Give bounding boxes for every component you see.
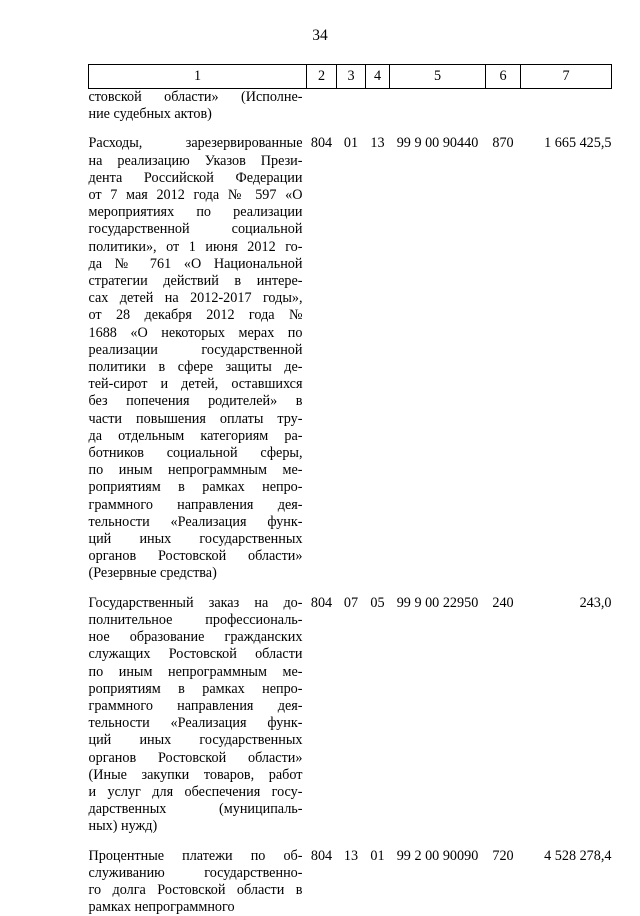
- description-line: по иным непрограммным ме-: [89, 462, 303, 479]
- description-line: полнительное профессиональ-: [89, 612, 303, 629]
- subsection-code-cell: 05: [366, 595, 390, 836]
- description-line: ное образование гражданских: [89, 629, 303, 646]
- column-header: 2: [307, 65, 337, 89]
- description-line: Процентные платежи по об-: [89, 848, 303, 865]
- description-line: Расходы, зарезервированные: [89, 135, 303, 152]
- description-line: граммного направления дея-: [89, 497, 303, 514]
- description-line: на реализацию Указов Прези-: [89, 153, 303, 170]
- description-line: роприятиям в рамках непро-: [89, 681, 303, 698]
- row-spacer-cell: [89, 583, 612, 595]
- description-cell: [89, 595, 307, 836]
- description-line: ций иных государственных: [89, 531, 303, 548]
- description-line: от 28 декабря 2012 года №: [89, 307, 303, 324]
- expense-type-cell: 870: [486, 135, 521, 582]
- description-line: государственной социальной: [89, 221, 303, 238]
- column-header: 1: [89, 65, 307, 89]
- row-spacer: [89, 123, 612, 135]
- column-header: 7: [521, 65, 612, 89]
- target-article-cell: 99 2 00 90090: [390, 848, 486, 916]
- description-line: роприятиям в рамках непро-: [89, 479, 303, 496]
- description-line: да отдельным категориям ра-: [89, 428, 303, 445]
- description-line: политики», от 1 июня 2012 го-: [89, 239, 303, 256]
- description-line: 1688 «О некоторых мерах по: [89, 325, 303, 342]
- description-line: стовской области» (Исполне-: [89, 89, 303, 106]
- subsection-code-cell: [366, 89, 390, 124]
- description-line: органов Ростовской области»: [89, 750, 303, 767]
- expense-type-cell: 240: [486, 595, 521, 836]
- description-line: реализации государственной: [89, 342, 303, 359]
- description-line: да № 761 «О Национальной: [89, 256, 303, 273]
- column-header: 3: [337, 65, 366, 89]
- description-cell: [89, 848, 307, 916]
- ministry-code-cell: 804: [307, 135, 337, 582]
- description-line: части повышения оплаты тру-: [89, 411, 303, 428]
- table-body: [89, 89, 612, 916]
- target-article-cell: [390, 89, 486, 124]
- description-line: Государственный заказ на до-: [89, 595, 303, 612]
- section-code-cell: [337, 89, 366, 124]
- row-spacer-cell: [89, 836, 612, 848]
- description-line: и услуг для обеспечения госу-: [89, 784, 303, 801]
- budget-table: [88, 64, 612, 916]
- target-article-cell: 99 9 00 90440: [390, 135, 486, 582]
- description-line: ние судебных актов): [89, 106, 303, 123]
- description-line: (Резервные средства): [89, 565, 303, 582]
- description-line: дарственных (муниципаль-: [89, 801, 303, 818]
- row-spacer-cell: [89, 123, 612, 135]
- column-header: 5: [390, 65, 486, 89]
- description-line: тельности «Реализация функ-: [89, 715, 303, 732]
- description-line: сах детей на 2012-2017 годы»,: [89, 290, 303, 307]
- description-line: (Иные закупки товаров, работ: [89, 767, 303, 784]
- row-spacer: [89, 836, 612, 848]
- amount-cell: 243,0: [521, 595, 612, 836]
- description-line: мероприятиях по реализации: [89, 204, 303, 221]
- section-code-cell: 01: [337, 135, 366, 582]
- description-line: ций иных государственных: [89, 732, 303, 749]
- description-line: политики в сфере защиты де-: [89, 359, 303, 376]
- expense-type-cell: [486, 89, 521, 124]
- description-line: служиванию государственно-: [89, 865, 303, 882]
- table-header-row: [89, 65, 612, 89]
- description-line: тельности «Реализация функ-: [89, 514, 303, 531]
- row-spacer: [89, 583, 612, 595]
- page-number: 34: [0, 27, 640, 45]
- column-header: 4: [366, 65, 390, 89]
- target-article-cell: 99 9 00 22950: [390, 595, 486, 836]
- subsection-code-cell: 13: [366, 135, 390, 582]
- amount-cell: 1 665 425,5: [521, 135, 612, 582]
- table-row: [89, 848, 612, 916]
- description-line: без попечения родителей» в: [89, 393, 303, 410]
- table-row: [89, 595, 612, 836]
- ministry-code-cell: 804: [307, 848, 337, 916]
- description-line: по иным непрограммным ме-: [89, 664, 303, 681]
- description-cell: [89, 135, 307, 582]
- ministry-code-cell: [307, 89, 337, 124]
- description-line: стратегии действий в интере-: [89, 273, 303, 290]
- expense-type-cell: 720: [486, 848, 521, 916]
- description-line: тей-сирот и детей, оставшихся: [89, 376, 303, 393]
- description-line: го долга Ростовской области в: [89, 882, 303, 899]
- subsection-code-cell: 01: [366, 848, 390, 916]
- description-line: от 7 мая 2012 года № 597 «О: [89, 187, 303, 204]
- table-row: [89, 135, 612, 582]
- section-code-cell: 07: [337, 595, 366, 836]
- section-code-cell: 13: [337, 848, 366, 916]
- description-line: органов Ростовской области»: [89, 548, 303, 565]
- description-cell: [89, 89, 307, 124]
- column-header: 6: [486, 65, 521, 89]
- amount-cell: [521, 89, 612, 124]
- amount-cell: 4 528 278,4: [521, 848, 612, 916]
- description-line: рамках непрограммного: [89, 899, 303, 916]
- description-line: граммного направления дея-: [89, 698, 303, 715]
- description-line: ботников социальной сферы,: [89, 445, 303, 462]
- description-line: ных) нужд): [89, 818, 303, 835]
- ministry-code-cell: 804: [307, 595, 337, 836]
- description-line: служащих Ростовской области: [89, 646, 303, 663]
- description-line: дента Российской Федерации: [89, 170, 303, 187]
- table-row: [89, 89, 612, 124]
